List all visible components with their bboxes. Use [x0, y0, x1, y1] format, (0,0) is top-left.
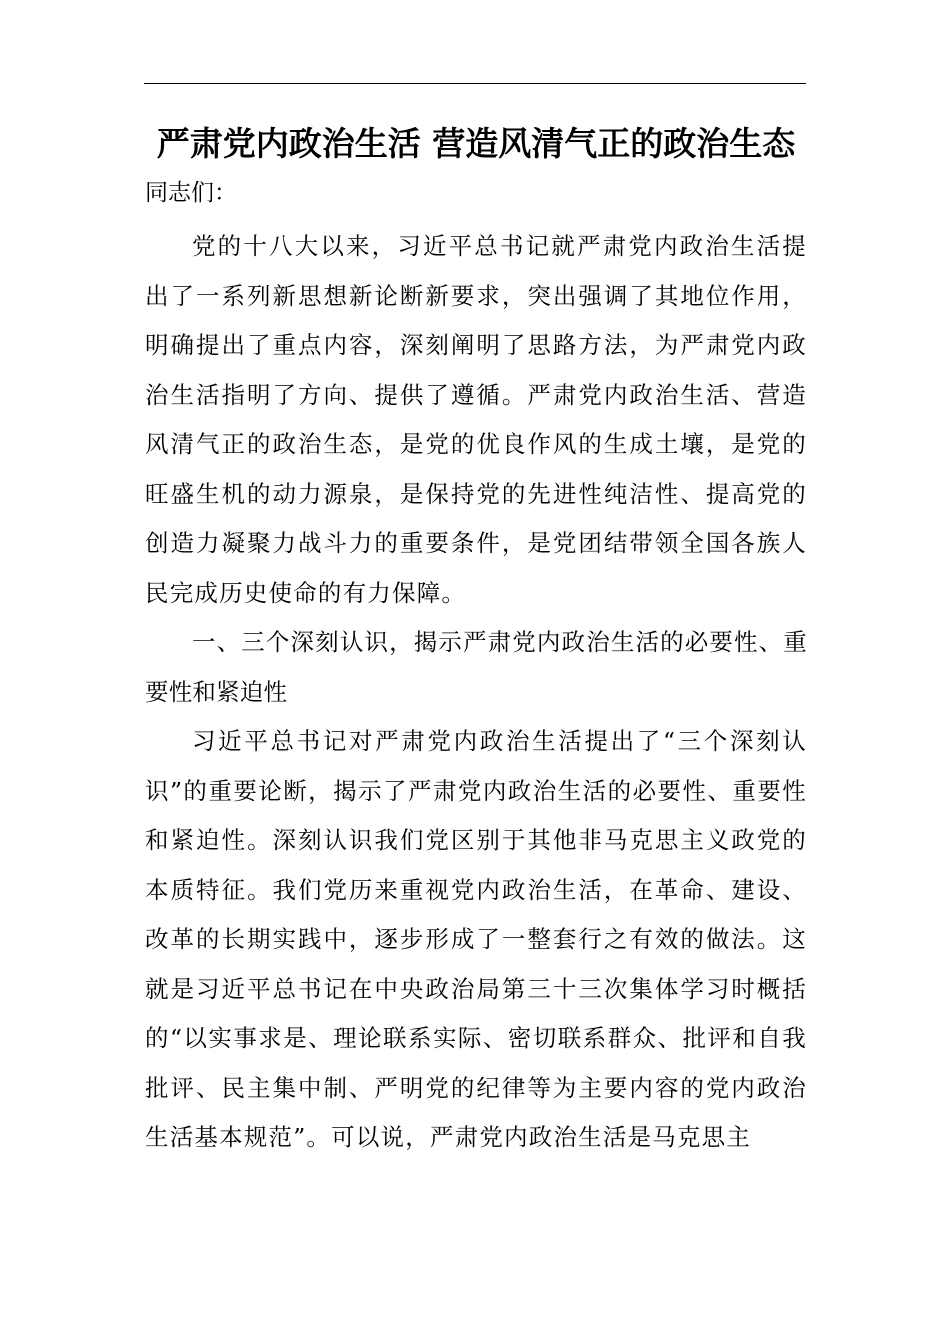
document-title: 严肃党内政治生活 营造风清气正的政治生态	[156, 124, 796, 163]
section-paragraph: 习近平总书记对严肃党内政治生活提出了“三个深刻认识”的重要论断，揭示了严肃党内政治生活的必要性、重要性和紧迫性。深刻认识我们党区别于其他非马克思主义政党的本质特征。我们党历来重视党内政治生活，在革命、建设、改革的长期实践中，逐步形成了一整套行之有效的做法。这就是习近平总书记在中央政治局第三十三次集体学习时概括的“以实事求是、理论联系实际、密切联系群众、批评和自我批评、民主集中制、严明党的纪律等为主要内容的党内政治生活基本规范”。可以说，严肃党内政治生活是马克思主	[145, 727, 807, 1151]
intro-paragraph: 党的十八大以来，习近平总书记就严肃党内政治生活提出了一系列新思想新论断新要求，突出强调了其地位作用，明确提出了重点内容，深刻阐明了思路方法，为严肃党内政治生活指明了方向、提供了遵循。严肃党内政治生活、营造风清气正的政治生态，是党的优良作风的生成土壤，是党的旺盛生机的动力源泉，是保持党的先进性纯洁性、提高党的创造力凝聚力战斗力的重要条件，是党团结带领全国各族人民完成历史使命的有力保障。	[145, 232, 807, 607]
document-body	[145, 120, 807, 1163]
salutation: 同志们：	[145, 180, 237, 206]
section-heading: 一、三个深刻认识，揭示严肃党内政治生活的必要性、重要性和紧迫性	[145, 628, 807, 706]
header-rule	[144, 83, 806, 84]
